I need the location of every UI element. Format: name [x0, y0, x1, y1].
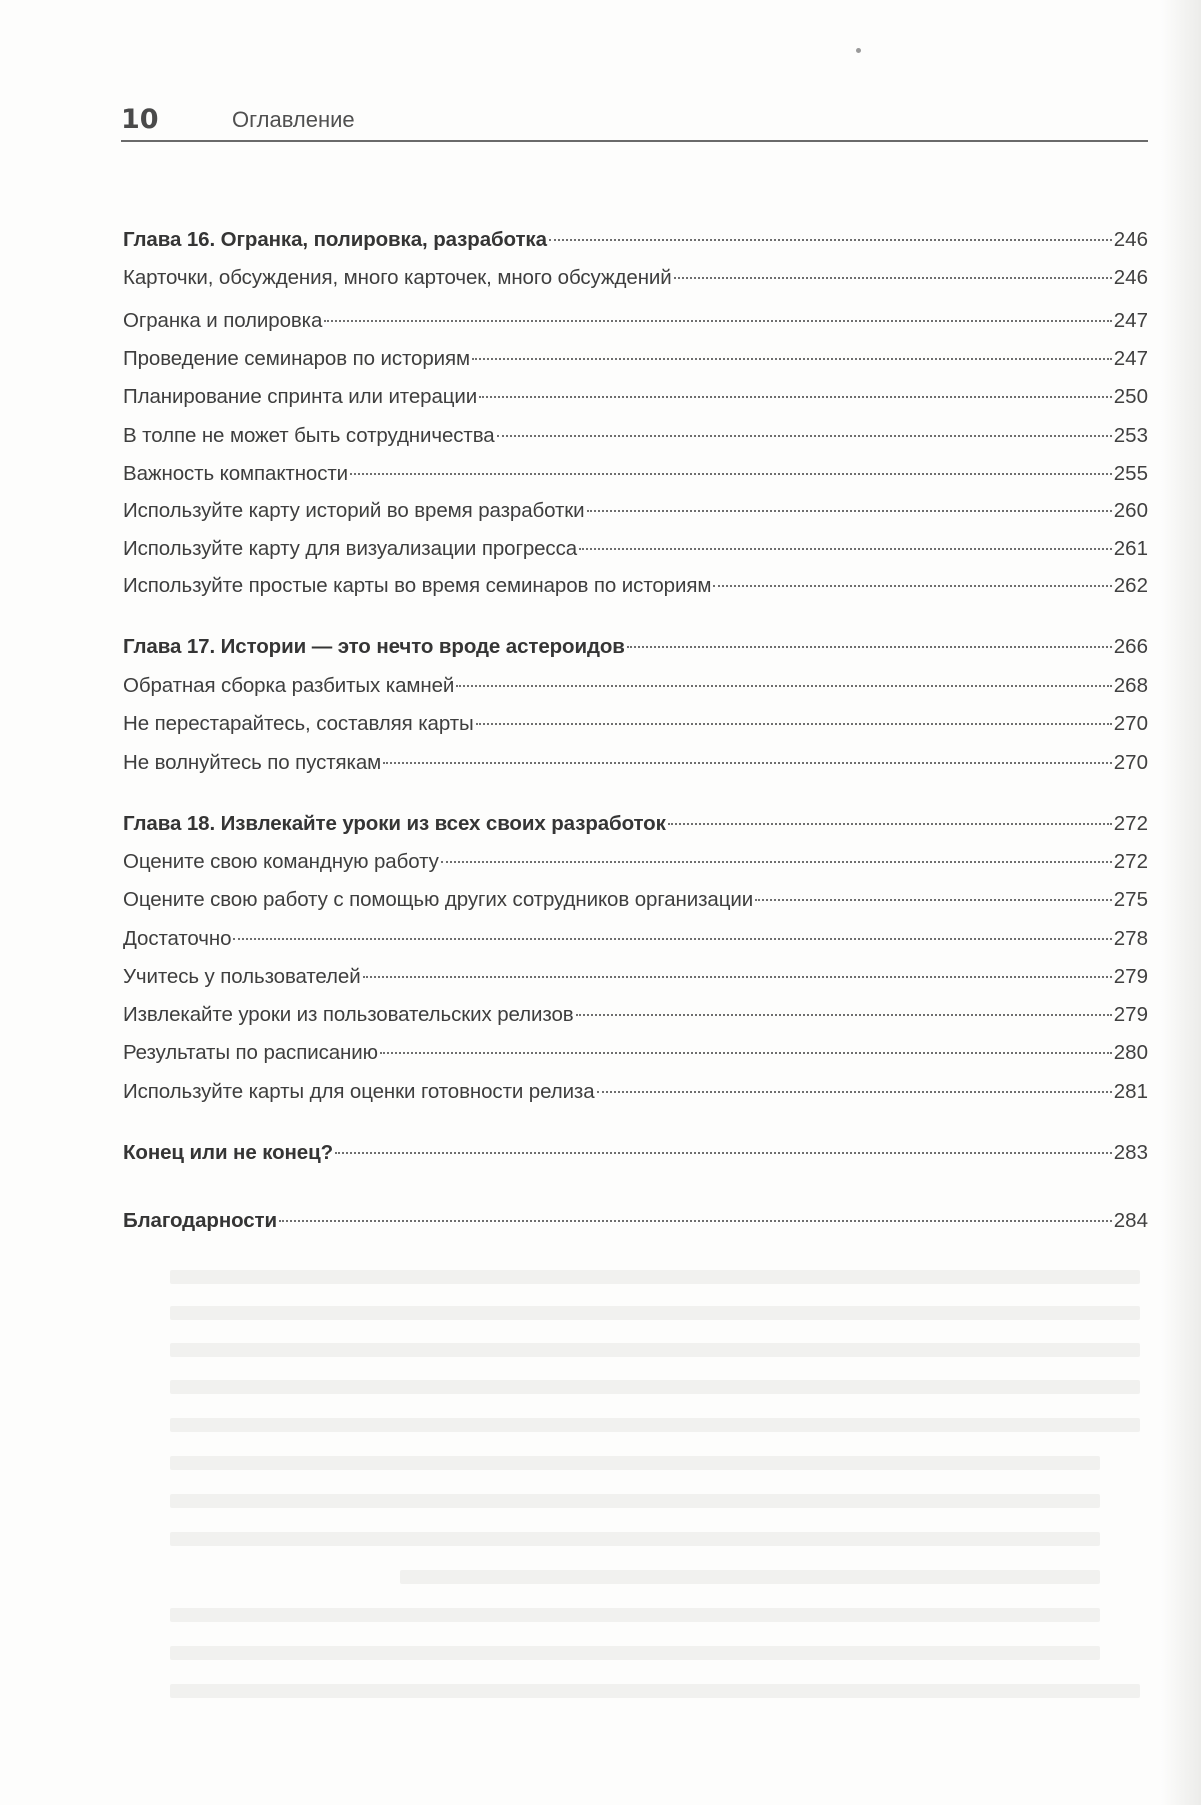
toc-entry-page: 268 — [1113, 674, 1148, 697]
dot-leader — [476, 723, 1112, 725]
toc-entry-title: В толпе не может быть сотрудничества — [123, 424, 495, 447]
toc-entry-title: Используйте карту для визуализации прогресса — [123, 537, 578, 560]
toc-entry-page: 279 — [1113, 965, 1148, 988]
toc-entry-title: Результаты по расписанию — [123, 1041, 378, 1064]
toc-entry — [123, 963, 1148, 991]
dot-leader — [576, 1014, 1112, 1016]
dot-leader — [549, 239, 1112, 241]
dot-leader — [456, 685, 1112, 687]
toc-entry — [123, 1078, 1148, 1106]
toc-entry-page: 246 — [1113, 266, 1148, 289]
toc-entry-page: 275 — [1113, 888, 1148, 911]
toc-entry-page: 281 — [1113, 1080, 1148, 1103]
dot-leader — [350, 473, 1112, 475]
dot-leader — [497, 435, 1112, 437]
toc-entry-page: 272 — [1113, 850, 1148, 873]
toc-entry-page: 280 — [1113, 1041, 1148, 1064]
toc-entry-page: 260 — [1113, 499, 1148, 522]
toc-entry-page: 279 — [1113, 1003, 1148, 1026]
toc-entry-page: 261 — [1113, 537, 1148, 560]
toc-entry-title: Карточки, обсуждения, много карточек, много обсуждений — [123, 266, 672, 289]
toc-chapter-entry — [123, 1207, 1148, 1235]
dot-leader — [380, 1052, 1112, 1054]
toc-entry-page: 247 — [1113, 347, 1148, 370]
toc-entry — [123, 749, 1148, 777]
toc-entry-page: 270 — [1113, 751, 1148, 774]
toc-entry-title: Извлекайте уроки из пользовательских релизов — [123, 1003, 574, 1026]
dot-leader — [335, 1152, 1112, 1154]
toc-entry — [123, 710, 1148, 738]
toc-entry-title: Учитесь у пользователей — [123, 965, 361, 988]
dot-leader — [279, 1220, 1112, 1222]
toc-entry-title: Оцените свою командную работу — [123, 850, 439, 873]
toc-entry-title: Обратная сборка разбитых камней — [123, 674, 455, 697]
toc-chapter-entry — [123, 633, 1148, 661]
dot-leader — [472, 358, 1112, 360]
toc-entry — [123, 848, 1148, 876]
toc-entry-page: 253 — [1113, 424, 1148, 447]
toc-entry-title: Оцените свою работу с помощью других сотрудников организации — [123, 888, 754, 911]
dot-leader — [713, 585, 1111, 587]
toc-entry-page: 250 — [1113, 385, 1148, 408]
toc-entry-title: Благодарности — [123, 1209, 277, 1232]
toc-entry — [123, 497, 1148, 525]
dot-leader — [479, 396, 1112, 398]
toc-chapter-entry — [123, 1139, 1148, 1167]
dot-leader — [668, 823, 1112, 825]
toc-entry — [123, 886, 1148, 914]
header-rule — [121, 140, 1148, 142]
toc-entry — [123, 383, 1148, 411]
toc-entry-page: 266 — [1113, 635, 1148, 658]
toc-entry-title: Глава 16. Огранка, полировка, разработка — [123, 228, 547, 251]
dot-leader — [627, 646, 1112, 648]
dot-leader — [597, 1091, 1112, 1093]
toc-entry — [123, 345, 1148, 373]
toc-entry-page: 246 — [1113, 228, 1148, 251]
toc-entry-page: 255 — [1113, 462, 1148, 485]
page-header — [121, 104, 1151, 138]
toc-entry — [123, 925, 1148, 953]
toc-entry-title: Не волнуйтесь по пустякам — [123, 751, 382, 774]
toc-entry-title: Планирование спринта или итерации — [123, 385, 478, 408]
toc-entry — [123, 572, 1148, 600]
toc-entry-title: Глава 17. Истории — это нечто вроде астероидов — [123, 635, 625, 658]
dot-leader — [383, 762, 1112, 764]
dot-leader — [441, 861, 1112, 863]
toc-entry-page: 247 — [1113, 309, 1148, 332]
toc-chapter-entry — [123, 810, 1148, 838]
toc-entry-page: 284 — [1113, 1209, 1148, 1232]
toc-entry — [123, 1001, 1148, 1029]
toc-entry-title: Огранка и полировка — [123, 309, 323, 332]
dot-leader — [324, 320, 1111, 322]
toc-entry-title: Проведение семинаров по историям — [123, 347, 470, 370]
toc-entry — [123, 672, 1148, 700]
dot-leader — [587, 510, 1112, 512]
dot-leader — [674, 277, 1112, 279]
toc-chapter-entry — [123, 226, 1148, 254]
dot-leader — [363, 976, 1112, 978]
toc-entry-title: Используйте карты для оценки готовности релиза — [123, 1080, 595, 1103]
dot-leader — [755, 899, 1112, 901]
toc-entry-page: 262 — [1113, 574, 1148, 597]
toc-entry-title: Используйте простые карты во время семинаров по историям — [123, 574, 712, 597]
toc-entry — [123, 1039, 1148, 1067]
toc-entry-page: 278 — [1113, 927, 1148, 950]
page-edge-shadow — [1161, 0, 1201, 1805]
toc-entry — [123, 422, 1148, 450]
toc-entry-title: Важность компактности — [123, 462, 349, 485]
page-number: 10 — [121, 104, 159, 135]
toc-entry-page: 272 — [1113, 812, 1148, 835]
toc-entry-title: Используйте карту историй во время разработки — [123, 499, 585, 522]
toc-entry — [123, 460, 1148, 488]
toc-entry-title: Конец или не конец? — [123, 1141, 334, 1164]
running-title: Оглавление — [232, 107, 355, 132]
toc-entry-page: 270 — [1113, 712, 1148, 735]
dot-leader — [233, 938, 1111, 940]
toc-entry — [123, 264, 1148, 292]
toc-entry — [123, 307, 1148, 335]
dot-leader — [579, 548, 1112, 550]
toc-entry-title: Глава 18. Извлекайте уроки из всех своих разработок — [123, 812, 666, 835]
print-speck — [856, 48, 861, 53]
toc-entry — [123, 535, 1148, 563]
toc-entry-page: 283 — [1113, 1141, 1148, 1164]
toc-entry-title: Не перестарайтесь, составляя карты — [123, 712, 474, 735]
toc-entry-title: Достаточно — [123, 927, 232, 950]
